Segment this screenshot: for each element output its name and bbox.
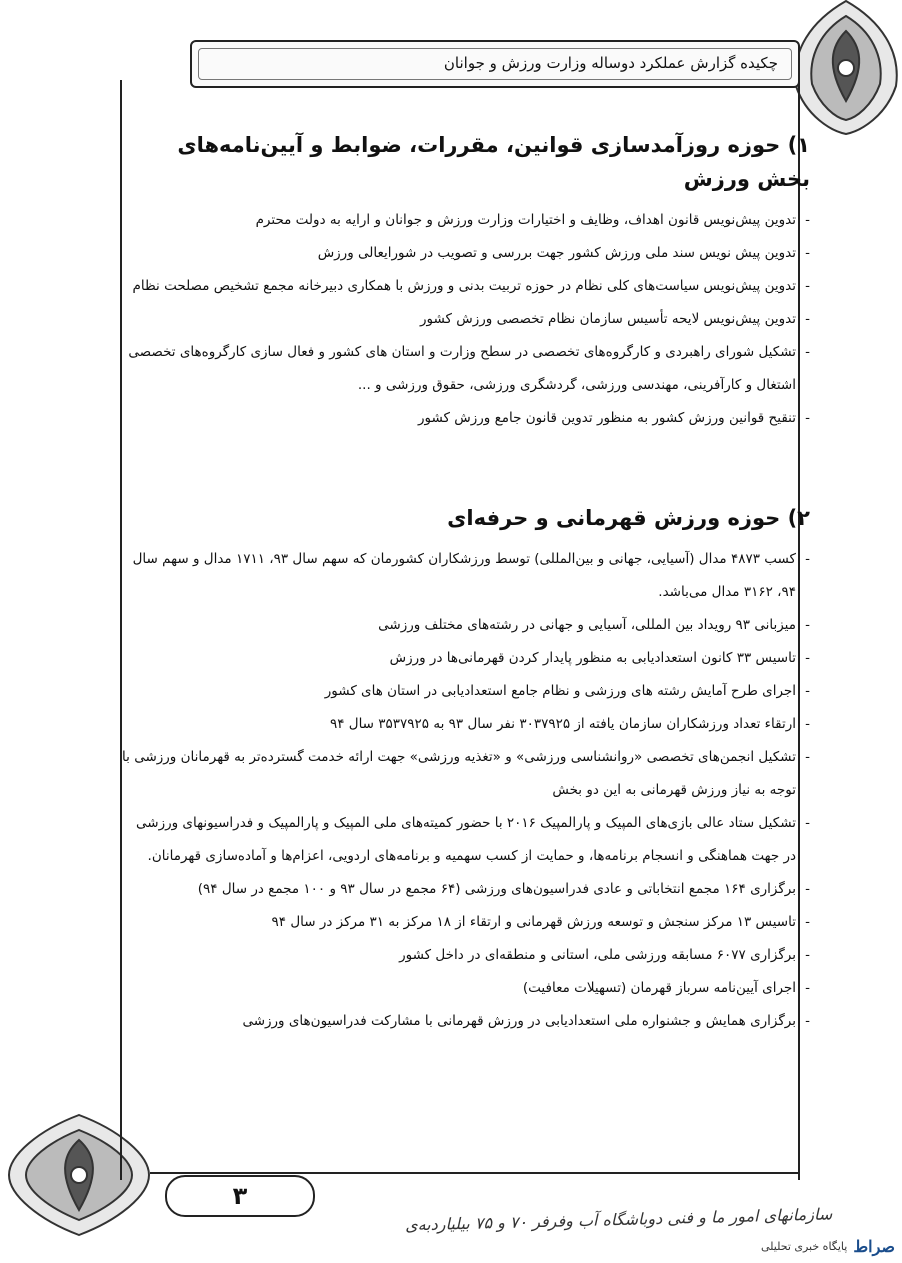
list-item: - تشکیل ستاد عالی بازی‌های المپیک و پارالمپیک ۲۰۱۶ با حضور کمیته‌های ملی المپیک و پارالمپیک و فدراسیونهای ورزشی در جهت هماهنگی و انسجام برنامه‌ها، و حمایت از کسب سهمیه و برنامه‌های اردویی، اعزام‌ها و آماده‌سازی قهرمانان. [120,807,810,873]
list-item: - اجرای طرح آمایش رشته های ورزشی و نظام جامع استعدادیابی در استان های کشور [120,675,810,708]
watermark-text: پایگاه خبری تحلیلی [760,1239,848,1253]
list-item: - تدوین پیش‌نویس سیاست‌های کلی نظام در حوزه تربیت بدنی و ورزش با همکاری دبیرخانه مجمع تشخیص مصلحت نظام [120,270,810,303]
header-title: چکیده گزارش عملکرد دوساله وزارت ورزش و جوانان [443,54,778,72]
list-item: - تدوین پیش‌نویس قانون اهداف، وظایف و اختیارات وزارت ورزش و جوانان و ارایه به دولت محترم [120,204,810,237]
list-item: - تدوین پیش نویس سند ملی ورزش کشور جهت بررسی و تصویب در شورایعالی ورزش [120,237,810,270]
section-1-list [120,204,810,435]
handwritten-note: سازمانهای امور ما و فنی دوباشگاه آب وفرفر ۷۰ و ۷۵ بیلیاردبه‌ی [404,1204,833,1235]
page-number: ۳ [165,1175,315,1217]
list-item: - اجرای آیین‌نامه سرباز قهرمان (تسهیلات معافیت) [120,972,810,1005]
list-item: - تشکیل انجمن‌های تخصصی «روانشناسی ورزشی» و «تغذیه ورزشی» جهت ارائه خدمت گسترده‌تر به قهرمانان ورزشی با توجه به نیاز ورزش قهرمانی به این دو بخش [120,741,810,807]
list-item: - میزبانی ۹۳ رویداد بین المللی، آسیایی و جهانی در رشته‌های مختلف ورزشی [120,609,810,642]
list-item: - تشکیل شورای راهبردی و کارگروه‌های تخصصی در سطح وزارت و استان های کشور و فعال سازی کارگروه‌های تخصصی اشتغال و کارآفرینی، مهندسی ورزشی، گردشگری ورزشی، حقوق ورزشی و ... [120,336,810,402]
document-body [120,128,810,1038]
section-title: ۲) حوزه ورزش قهرمانی و حرفه‌ای [447,506,810,530]
top-right-ornament-icon [786,0,902,136]
list-item: - برگزاری همایش و جشنواره ملی استعدادیابی در ورزش قهرمانی با مشارکت فدراسیون‌های ورزشی [120,1005,810,1038]
list-item: - تاسیس ۱۳ مرکز سنجش و توسعه ورزش قهرمانی و ارتقاء از ۱۸ مرکز به ۳۱ مرکز در سال ۹۴ [120,906,810,939]
list-item: - برگزاری ۶۰۷۷ مسابقه ورزشی ملی، استانی و منطقه‌ای در داخل کشور [120,939,810,972]
watermark [640,1232,895,1260]
section-title: ۱) حوزه روزآمدسازی قوانین، مقررات، ضوابط و آیین‌نامه‌های بخش ورزش [177,133,810,191]
section-1 [120,128,810,435]
list-item: - برگزاری ۱۶۴ مجمع انتخاباتی و عادی فدراسیون‌های ورزشی (۶۴ مجمع در سال ۹۳ و ۱۰۰ مجمع در سال ۹۴) [120,873,810,906]
list-item: - تنقیح قوانین ورزش کشور به منظور تدوین قانون جامع ورزش کشور [120,402,810,435]
watermark-logo: صراط [853,1236,895,1256]
header-band [190,40,800,88]
section-2 [120,501,810,1038]
list-item: - تاسیس ۳۳ کانون استعدادیابی به منظور پایدار کردن قهرمانی‌ها در ورزش [120,642,810,675]
section-2-list [120,543,810,1038]
list-item: - ارتقاء تعداد ورزشکاران سازمان یافته از ۳۰۳۷۹۲۵ نفر سال ۹۳ به ۳۵۳۷۹۲۵ سال ۹۴ [120,708,810,741]
bottom-rule [150,1172,800,1174]
list-item: - کسب ۴۸۷۳ مدال (آسیایی، جهانی و بین‌المللی) توسط ورزشکاران کشورمان که سهم سال ۹۳، ۱۷۱۱ مدال و سهم سال ۹۴، ۳۱۶۲ مدال می‌باشد. [120,543,810,609]
list-item: - تدوین پیش‌نویس لایحه تأسیس سازمان نظام تخصصی ورزش کشور [120,303,810,336]
